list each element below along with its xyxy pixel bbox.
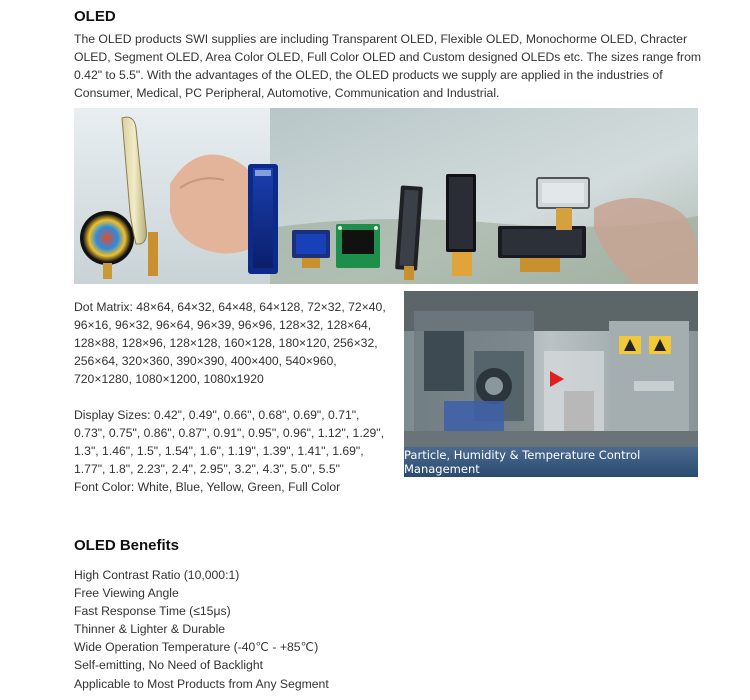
list-item: Wide Operation Temperature (-40℃ - +85℃) xyxy=(74,640,319,655)
list-item: Thinner & Lighter & Durable xyxy=(74,622,226,637)
list-item: Free Viewing Angle xyxy=(74,586,179,601)
oled-section-title: OLED xyxy=(74,8,116,25)
benefits-list xyxy=(74,566,329,693)
list-item: Fast Response Time (≤15μs) xyxy=(74,604,231,619)
oled-products-banner-image xyxy=(74,108,698,284)
list-item: Applicable to Most Products from Any Segment xyxy=(74,676,329,691)
oled-specifications xyxy=(74,298,394,496)
font-color-list: Font Color: White, Blue, Yellow, Green, Full Color xyxy=(74,480,341,494)
factory-control-image xyxy=(404,291,698,477)
list-item: Self-emitting, No Need of Backlight xyxy=(74,658,263,673)
display-sizes-list: Display Sizes: 0.42", 0.49", 0.66", 0.68", 0.69", 0.71", 0.73", 0.75", 0.86", 0.87", 0.91", 0.95", 0.96", 1.12", 1.29", 1.3", 1.46", 1.5", 1.54", 1.6", 1.19", 1.39", 1.41", 1.69", 1.77", 1.8", 2.23", 2.4", 2.95", 3.2", 4.3", 5.0", 5.5" xyxy=(74,408,384,476)
benefits-section-title: OLED Benefits xyxy=(74,537,180,554)
list-item: High Contrast Ratio (10,000:1) xyxy=(74,568,240,582)
dot-matrix-list: Dot Matrix: 48×64, 64×32, 64×48, 64×128, 72×32, 72×40, 96×16, 96×32, 96×64, 96×39, 96×96, 128×32, 128×64, 128×88, 128×96, 128×128, 160×128, 180×120, 256×32, 256×64, 320×360, 390×390, 400×400, 540×960, 720×1280, 1080×1200, 1080x1920 xyxy=(74,300,386,386)
factory-image-caption: Particle, Humidity & Temperature Control Management xyxy=(404,447,698,477)
oled-intro-paragraph: The OLED products SWI supplies are including Transparent OLED, Flexible OLED, Monochorme OLED, Chracter OLED, Segment OLED, Area Color OLED, Full Color OLED and Custom designed OLEDs etc. The sizes range from 0.42" to 5.5". With the advantages of the OLED, the OLED products we supply are applied in the industries of Consumer, Medical, PC Peripheral, Automotive, Communication and Industrial. xyxy=(74,32,702,100)
